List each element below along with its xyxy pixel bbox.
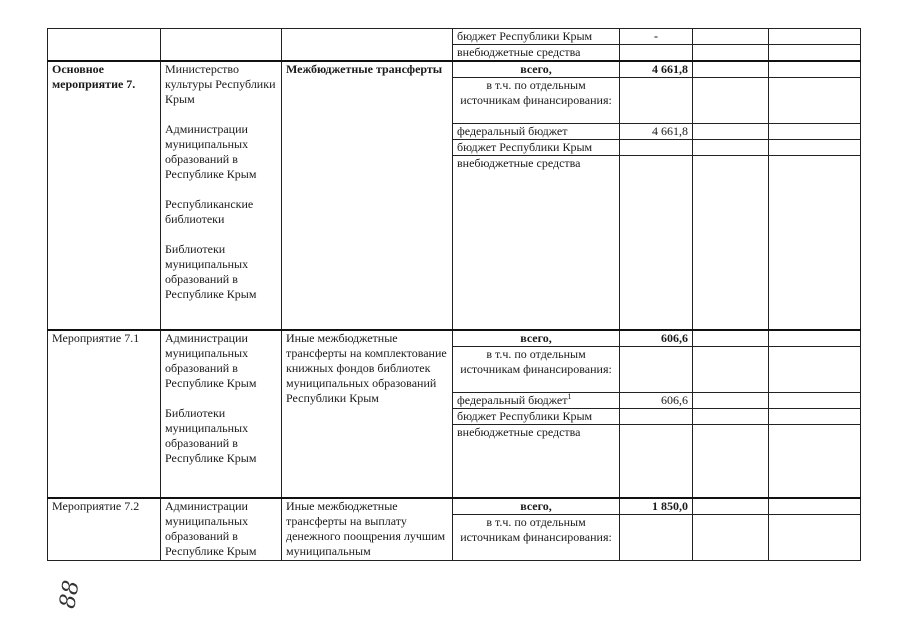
source-cell: федеральный бюджет$^1$ [453,393,620,409]
measure-name: Иные межбюджетные трансферты на комплектование книжных фондов библиотек муниципальных образований Республики Крым [282,330,453,498]
executor: Библиотеки муниципальных образований в Республике Крым [165,242,257,301]
total-value: 1 850,0 [620,498,693,515]
source-cell: бюджет Республики Крым [453,29,620,45]
sources-label: в т.ч. по отдельным источникам финансирования: [453,515,620,561]
total-value: 4 661,8 [620,61,693,78]
executor: Министерство культуры Республики Крым [165,62,276,106]
total-label: всего, [453,61,620,78]
total-label: всего, [453,498,620,515]
measure-name: Иные межбюджетные трансферты на выплату денежного поощрения лучшим муниципальным [282,498,453,561]
total-value: 606,6 [620,330,693,347]
budget-table [47,28,861,561]
sources-label: в т.ч. по отдельным источникам финансирования: [453,78,620,124]
measure-code: Основное мероприятие 7. [48,61,161,330]
table-row [48,330,861,347]
executor: Администрации муниципальных образований в Республике Крым [165,331,257,390]
table-row [48,61,861,78]
total-label: всего, [453,330,620,347]
measure-code: Мероприятие 7.2 [48,498,161,561]
source-cell: бюджет Республики Крым [453,409,620,425]
source-cell: бюджет Республики Крым [453,140,620,156]
source-cell: внебюджетные средства [453,156,620,331]
executor: Администрации муниципальных образований в Республике Крым [165,122,257,181]
executor: Республиканские библиотеки [165,197,254,226]
measure-name: Межбюджетные трансферты [282,61,453,330]
page-number: 88 [55,578,85,611]
sources-label: в т.ч. по отдельным источникам финансирования: [453,347,620,393]
table-row [48,29,861,45]
value-cell: 606,6 [620,393,693,409]
source-cell: внебюджетные средства [453,425,620,499]
executors-cell [161,330,282,498]
value-cell: 4 661,8 [620,124,693,140]
source-cell: федеральный бюджет [453,124,620,140]
executor: Библиотеки муниципальных образований в Республике Крым [165,406,257,465]
footnote-mark: 1 [567,392,572,401]
table-row [48,498,861,515]
executors-cell [161,61,282,330]
source-cell: внебюджетные средства [453,45,620,62]
executor: Администрации муниципальных образований в Республике Крым [161,498,282,561]
measure-code: Мероприятие 7.1 [48,330,161,498]
value-cell: - [620,29,693,45]
